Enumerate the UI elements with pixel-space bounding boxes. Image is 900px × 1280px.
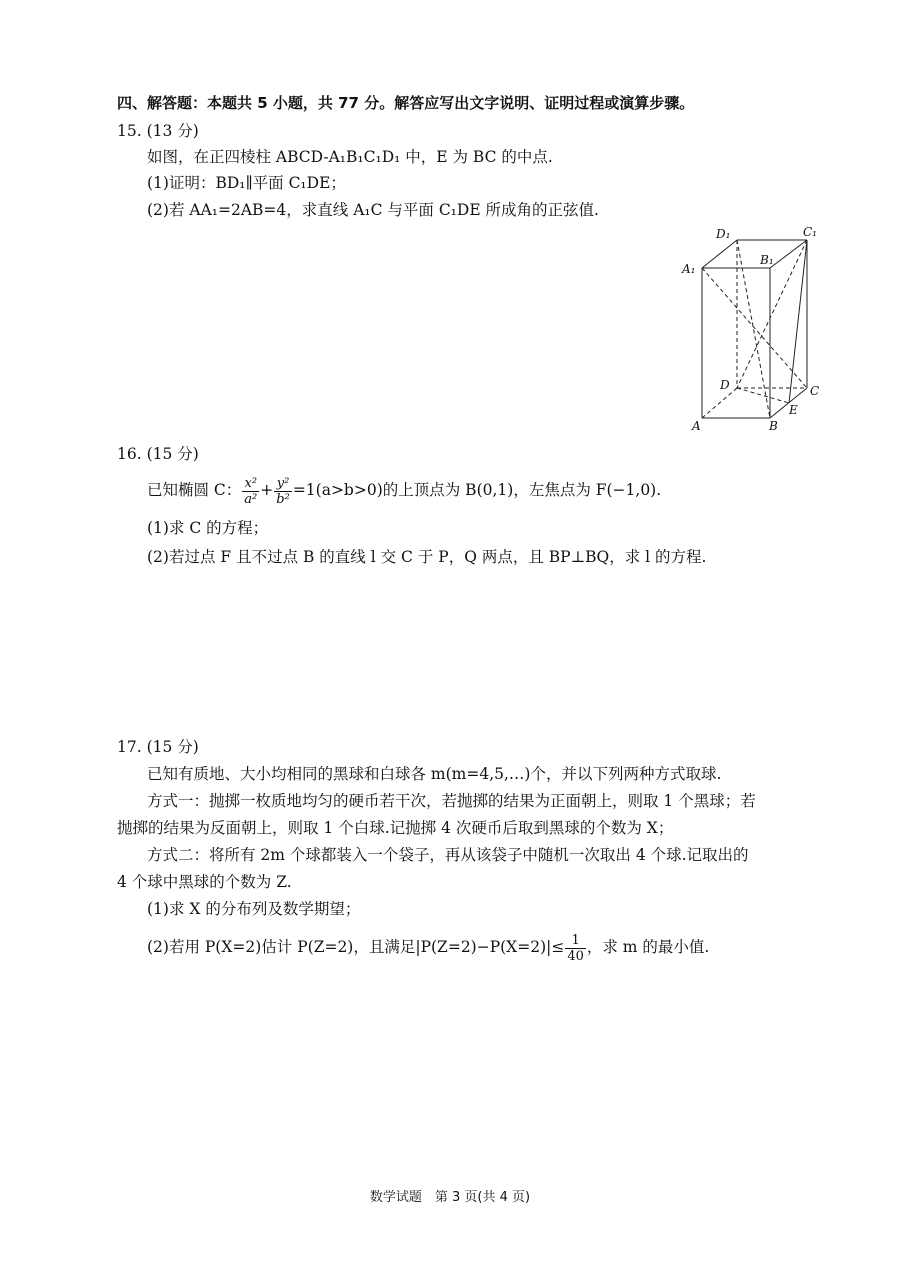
q16-frac-x bbox=[242, 476, 259, 507]
q17-part2-suffix: ，求 m 的最小值. bbox=[586, 938, 710, 956]
prism-figure bbox=[676, 222, 826, 434]
q16-part1: (1)求 C 的方程； bbox=[147, 519, 269, 537]
q15-header: 15. (13 分) bbox=[117, 122, 199, 140]
q16-frac-y-num: y² bbox=[274, 476, 292, 492]
q16-part2: (2)若过点 F 且不过点 B 的直线 l 交 C 于 P，Q 两点，且 BP⊥BQ，求 l 的方程. bbox=[147, 548, 707, 566]
label-A: A bbox=[692, 419, 701, 433]
q16-frac-y-den: b² bbox=[276, 491, 290, 507]
section-heading: 四、解答题：本题共 5 小题，共 77 分。解答应写出文字说明、证明过程或演算步骤。 bbox=[117, 94, 695, 112]
q16-frac-x-num: x² bbox=[242, 476, 259, 492]
label-C: C bbox=[810, 384, 820, 398]
label-C1: C₁ bbox=[803, 225, 817, 239]
label-B1: B₁ bbox=[760, 253, 774, 267]
q16-stem bbox=[147, 468, 661, 512]
label-A1: A₁ bbox=[682, 262, 696, 276]
label-D: D bbox=[720, 378, 730, 392]
page-footer: 数学试题 第 3 页(共 4 页) bbox=[369, 1190, 531, 1205]
q17-frac bbox=[565, 933, 586, 964]
q16-stem-prefix: 已知椭圆 C： bbox=[147, 481, 242, 499]
q16-header: 16. (15 分) bbox=[117, 445, 199, 463]
q15-stem: 如图，在正四棱柱 ABCD-A₁B₁C₁D₁ 中，E 为 BC 的中点. bbox=[147, 148, 553, 166]
q16-plus: + bbox=[260, 481, 274, 499]
label-D1: D₁ bbox=[716, 227, 731, 241]
q15-part2: (2)若 AA₁=2AB=4，求直线 A₁C 与平面 C₁DE 所成角的正弦值. bbox=[147, 201, 599, 219]
q17-frac-den: 40 bbox=[567, 948, 584, 964]
q17-method2-line1: 方式二：将所有 2m 个球都装入一个袋子，再从该袋子中随机一次取出 4 个球.记取出的 bbox=[147, 846, 749, 864]
q16-frac-y bbox=[274, 476, 292, 507]
q17-part2 bbox=[147, 925, 709, 969]
q17-method1-line2: 抛掷的结果为反面朝上，则取 1 个白球.记抛掷 4 次硬币后取到黑球的个数为 X； bbox=[117, 819, 674, 837]
q16-frac-x-den: a² bbox=[244, 491, 258, 507]
q17-part2-prefix: (2)若用 P(X=2)估计 P(Z=2)，且满足|P(Z=2)−P(X=2)|≤ bbox=[147, 938, 565, 956]
label-B: B bbox=[769, 419, 778, 433]
q17-frac-num: 1 bbox=[565, 933, 586, 949]
q17-part1: (1)求 X 的分布列及数学期望； bbox=[147, 900, 361, 918]
label-E: E bbox=[789, 403, 798, 417]
q17-method1-line1: 方式一：抛掷一枚质地均匀的硬币若干次，若抛掷的结果为正面朝上，则取 1 个黑球；若 bbox=[147, 792, 756, 810]
q15-part1: (1)证明：BD₁∥平面 C₁DE； bbox=[147, 174, 346, 192]
q17-stem: 已知有质地、大小均相同的黑球和白球各 m(m=4,5,…)个，并以下列两种方式取球. bbox=[147, 765, 722, 783]
q17-method2-line2: 4 个球中黑球的个数为 Z. bbox=[117, 873, 292, 891]
q16-stem-suffix: =1(a>b>0)的上顶点为 B(0,1)，左焦点为 F(−1,0). bbox=[292, 481, 662, 499]
q17-header: 17. (15 分) bbox=[117, 738, 199, 756]
